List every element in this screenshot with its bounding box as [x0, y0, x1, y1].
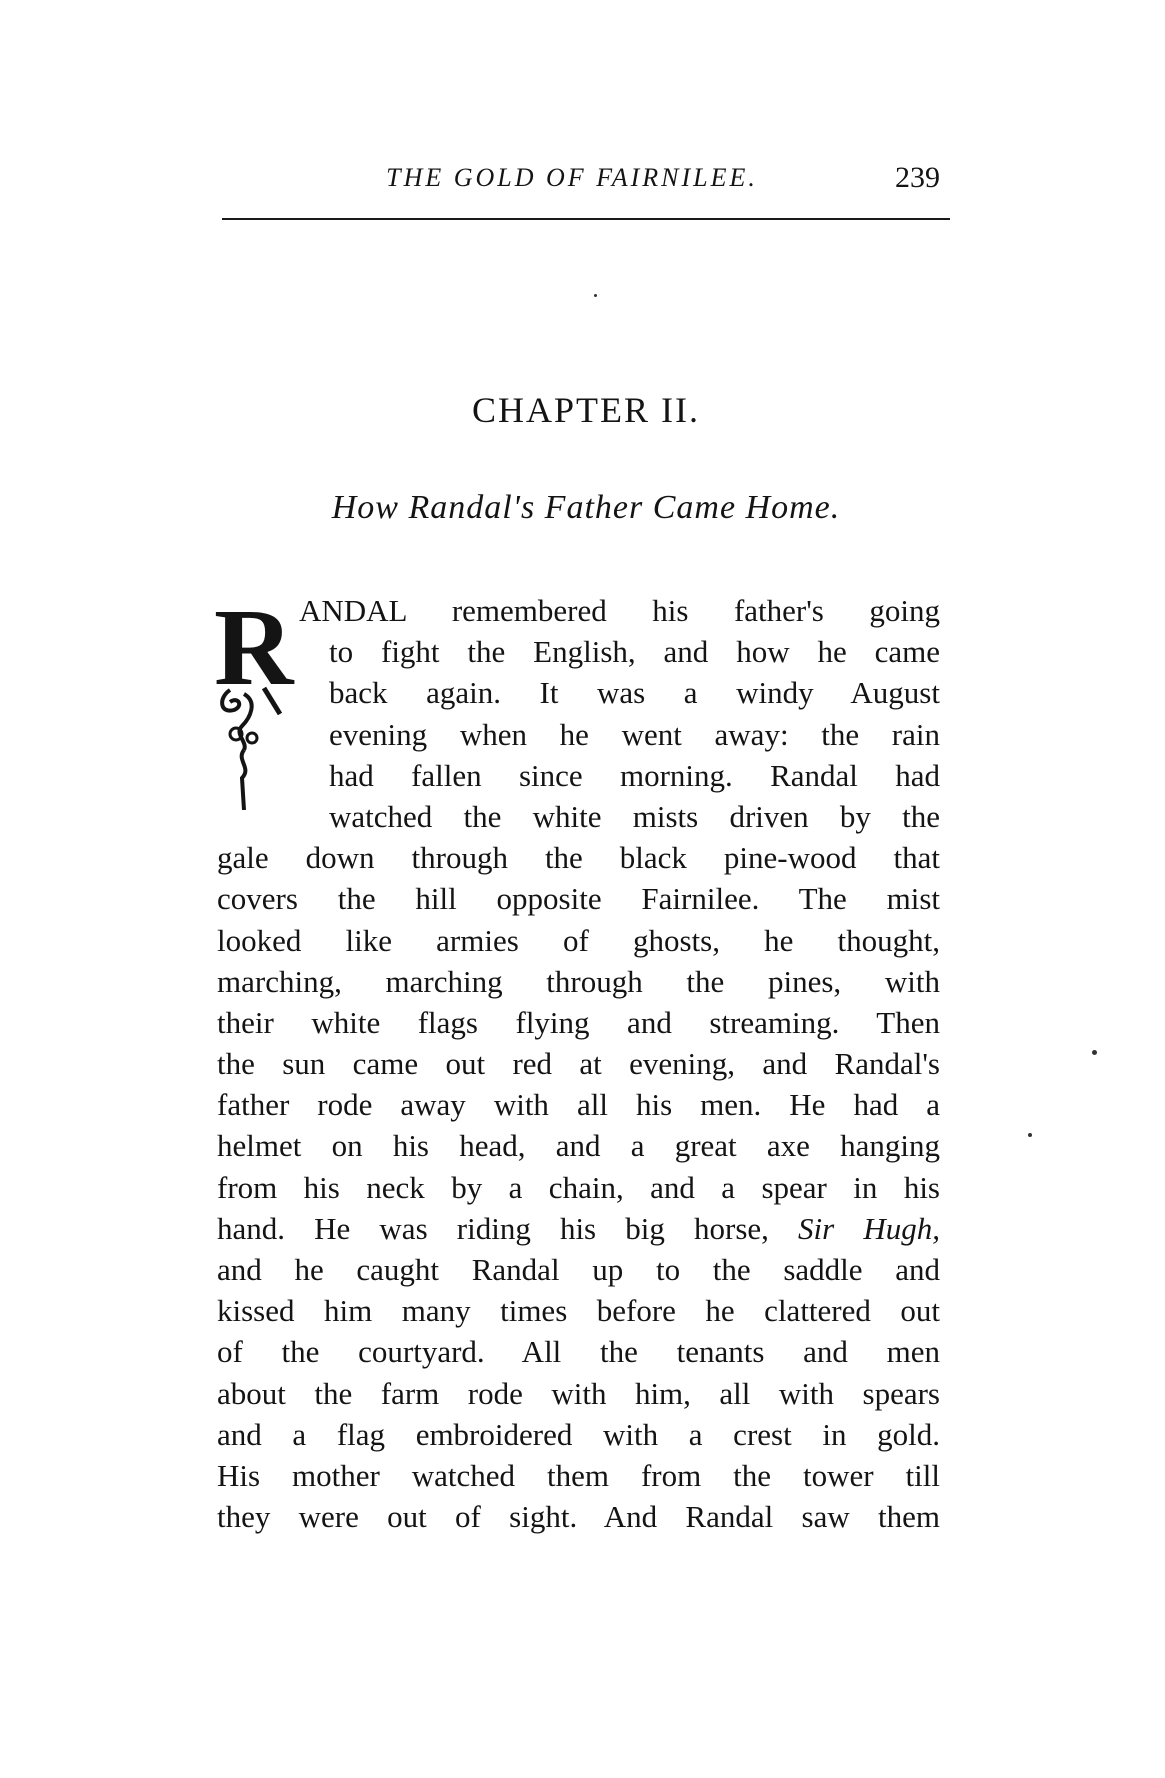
- text-line: ANDAL remembered his father's going: [299, 593, 940, 628]
- emphasis-text: Sir Hugh,: [798, 1210, 940, 1246]
- running-header: [222, 158, 950, 200]
- text-line: they were out of sight. And Randal saw them: [217, 1499, 940, 1535]
- line-text: hand. He was riding his big horse,: [217, 1210, 769, 1246]
- text-line: watched the white mists driven by the: [329, 798, 940, 834]
- scan-speck: [594, 294, 597, 297]
- text-line: looked like armies of ghosts, he thought,: [217, 922, 940, 958]
- text-line: of the courtyard. All the tenants and men: [217, 1334, 940, 1370]
- running-title: THE GOLD OF FAIRNILEE.: [386, 163, 758, 192]
- text-line: and a flag embroidered with a crest in gold.: [217, 1416, 940, 1452]
- text-line: the sun came out red at evening, and Randal's: [217, 1046, 940, 1082]
- header-rule: [222, 218, 950, 220]
- text-line-with-emphasis: [217, 1208, 940, 1249]
- text-line: marching, marching through the pines, with: [217, 963, 940, 999]
- text-line: to fight the English, and how he came: [329, 634, 940, 670]
- text-line: gale down through the black pine-wood that: [217, 840, 940, 876]
- text-line: and he caught Randal up to the saddle and: [217, 1252, 940, 1287]
- text-line: father rode away with all his men. He had a: [217, 1087, 940, 1123]
- text-line: kissed him many times before he clattered out: [217, 1293, 940, 1329]
- drop-cap-letter: R: [214, 598, 294, 708]
- text-line: covers the hill opposite Fairnilee. The mist: [217, 881, 940, 917]
- text-line: back again. It was a windy August: [329, 675, 940, 711]
- body-text: [217, 590, 940, 1537]
- text-line: their white flags flying and streaming. Then: [217, 1004, 940, 1040]
- text-line: evening when he went away: the rain: [329, 716, 940, 752]
- text-line: helmet on his head, and a great axe hanging: [217, 1128, 940, 1164]
- scan-speck: [1028, 1133, 1032, 1137]
- page-number: 239: [895, 161, 940, 194]
- text-line: from his neck by a chain, and a spear in his: [217, 1169, 940, 1205]
- chapter-subtitle: How Randal's Father Came Home.: [331, 489, 841, 526]
- scan-speck: [1092, 1050, 1097, 1055]
- text-line: about the farm rode with him, all with spears: [217, 1375, 940, 1411]
- text-line: His mother watched them from the tower till: [217, 1457, 940, 1493]
- chapter-title: CHAPTER II.: [472, 390, 700, 430]
- text-line: had fallen since morning. Randal had: [329, 757, 940, 793]
